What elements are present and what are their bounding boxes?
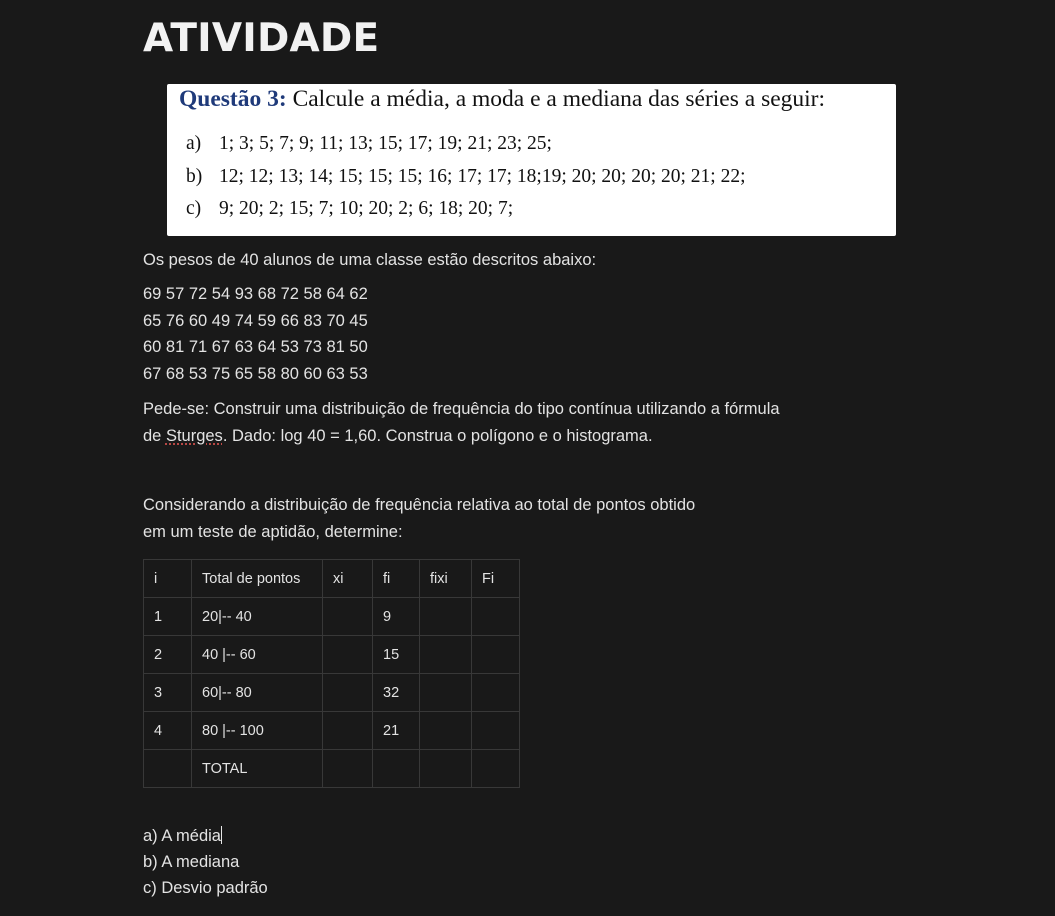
page-title: ATIVIDADE (143, 16, 380, 61)
table-cell[interactable]: 21 (373, 712, 420, 750)
table-cell[interactable]: TOTAL (192, 750, 323, 788)
table-cell[interactable]: 60|-- 80 (192, 674, 323, 712)
question-b[interactable]: b) A mediana (143, 853, 240, 871)
table-cell[interactable] (144, 750, 192, 788)
question-image (167, 84, 896, 236)
table-cell[interactable]: 20|-- 40 (192, 598, 323, 636)
weights-intro[interactable]: Os pesos de 40 alunos de uma classe estão descritos abaixo: (143, 251, 597, 269)
table-header-row (144, 560, 520, 598)
table-header-cell[interactable]: i (144, 560, 192, 598)
question-label: Questão 3: (179, 86, 287, 112)
table-cell[interactable]: 4 (144, 712, 192, 750)
table-cell[interactable] (472, 750, 520, 788)
table-cell[interactable] (420, 712, 472, 750)
series-item-a (186, 131, 552, 157)
weights-row-1[interactable]: 69 57 72 54 93 68 72 58 64 62 (143, 285, 368, 303)
table-cell[interactable]: 40 |-- 60 (192, 636, 323, 674)
series-letter: c) (186, 198, 202, 219)
table-cell[interactable] (420, 750, 472, 788)
table-cell[interactable] (420, 598, 472, 636)
question-a-text: a) A média (143, 827, 221, 845)
task-line-1[interactable]: Pede-se: Construir uma distribuição de frequência do tipo contínua utilizando a fórmula (143, 400, 780, 418)
table-cell[interactable]: 9 (373, 598, 420, 636)
series-letter: b) (186, 166, 203, 187)
table-header-cell[interactable]: fi (373, 560, 420, 598)
table-cell[interactable] (420, 674, 472, 712)
table-row (144, 750, 520, 788)
table-cell[interactable] (420, 636, 472, 674)
series-item-b (186, 164, 746, 190)
series-item-c (186, 196, 513, 222)
table-cell[interactable]: 15 (373, 636, 420, 674)
table-cell[interactable] (373, 750, 420, 788)
table-cell[interactable] (323, 636, 373, 674)
distribution-intro-2[interactable]: em um teste de aptidão, determine: (143, 523, 403, 541)
question-heading (179, 84, 825, 114)
question-prompt: Calcule a média, a moda e a mediana das séries a seguir: (292, 86, 826, 112)
table-cell[interactable] (472, 598, 520, 636)
table-row (144, 636, 520, 674)
task-prefix: de (143, 427, 166, 445)
table-row (144, 598, 520, 636)
weights-row-4[interactable]: 67 68 53 75 65 58 80 60 63 53 (143, 365, 368, 383)
question-a[interactable] (143, 823, 222, 849)
table-header-cell[interactable]: xi (323, 560, 373, 598)
series-values: 12; 12; 13; 14; 15; 15; 15; 16; 17; 17; 18;19; 20; 20; 20; 20; 21; 22; (219, 166, 746, 187)
table-header-cell[interactable]: Fi (472, 560, 520, 598)
table-cell[interactable] (472, 712, 520, 750)
distribution-intro-1[interactable]: Considerando a distribuição de frequência relativa ao total de pontos obtido (143, 496, 696, 514)
weights-row-2[interactable]: 65 76 60 49 74 59 66 83 70 45 (143, 312, 368, 330)
misspelled-word[interactable]: Sturges (165, 427, 223, 445)
text-cursor (221, 826, 222, 844)
weights-row-3[interactable]: 60 81 71 67 63 64 53 73 81 50 (143, 338, 368, 356)
table-header-cell[interactable]: Total de pontos (192, 560, 323, 598)
table-cell[interactable] (323, 750, 373, 788)
table-cell[interactable] (472, 674, 520, 712)
table-cell[interactable] (472, 636, 520, 674)
series-letter: a) (186, 133, 202, 154)
frequency-table (143, 559, 520, 788)
table-cell[interactable]: 1 (144, 598, 192, 636)
table-cell[interactable] (323, 674, 373, 712)
table-cell[interactable] (323, 598, 373, 636)
table-cell[interactable]: 32 (373, 674, 420, 712)
task-line-2[interactable] (143, 423, 653, 449)
table-cell[interactable]: 80 |-- 100 (192, 712, 323, 750)
table-header-cell[interactable]: fixi (420, 560, 472, 598)
task-suffix: . Dado: log 40 = 1,60. Construa o polígono e o histograma. (222, 427, 653, 445)
question-c[interactable]: c) Desvio padrão (143, 879, 268, 897)
table-row (144, 712, 520, 750)
table-cell[interactable]: 2 (144, 636, 192, 674)
table-cell[interactable] (323, 712, 373, 750)
series-values: 1; 3; 5; 7; 9; 11; 13; 15; 17; 19; 21; 23; 25; (219, 133, 552, 154)
table-cell[interactable]: 3 (144, 674, 192, 712)
series-values: 9; 20; 2; 15; 7; 10; 20; 2; 6; 18; 20; 7; (219, 198, 514, 219)
table-row (144, 674, 520, 712)
